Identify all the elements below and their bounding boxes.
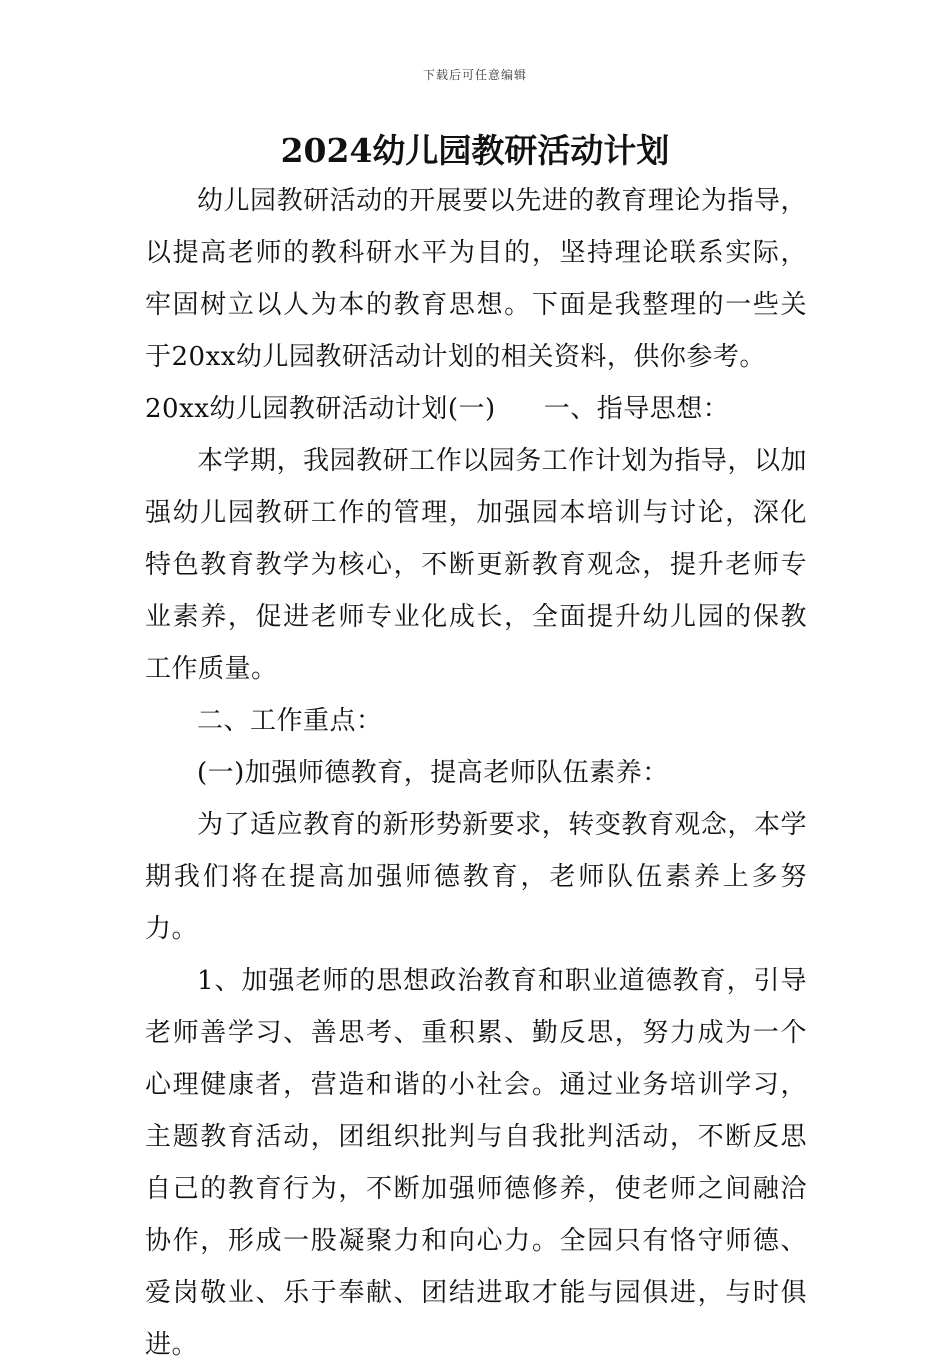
ethics-intro-paragraph: 为了适应教育的新形势新要求，转变教育观念，本学期我们将在提高加强师德教育，老师队伍素养上多努力。 [145, 810, 807, 944]
section-heading-guiding-thought: 一、指导思想： [543, 394, 730, 424]
plan-subheading-line [145, 383, 807, 435]
section-heading-work-focus: 二、工作重点： [197, 706, 383, 736]
ethics-item-1-paragraph: 1、加强老师的思想政治教育和职业道德教育，引导老师善学习、善思考、重积累、勤反思，努力成为一个心理健康者，营造和谐的小社会。通过业务培训学习，主题教育活动，团组织批判与自我批判活动，不断反思自己的教育行为，不断加强师德修养，使老师之间融洽协作，形成一股凝聚力和向心力。全园只有恪守师德、爱岗敬业、乐于奉献、团结进取才能与园俱进，与时俱进。 [145, 966, 807, 1360]
header-note: 下载后可任意编辑 [422, 68, 527, 82]
document-body [145, 175, 807, 1371]
document-title: 2024幼儿园教研活动计划 [280, 131, 670, 170]
plan-subheading: 20xx幼儿园教研活动计划(一) [145, 394, 496, 424]
subsection-heading-ethics: (一)加强师德教育，提高老师队伍素养： [197, 758, 669, 788]
guiding-thought-paragraph: 本学期，我园教研工作以园务工作计划为指导，以加强幼儿园教研工作的管理，加强园本培训与讨论，深化特色教育教学为核心，不断更新教育观念，提升老师专业素养，促进老师专业化成长，全面提升幼儿园的保教工作质量。 [145, 446, 807, 684]
intro-paragraph: 幼儿园教研活动的开展要以先进的教育理论为指导，以提高老师的教科研水平为目的，坚持理论联系实际，牢固树立以人为本的教育思想。下面是我整理的一些关于20xx幼儿园教研活动计划的相关资料，供你参考。 [145, 186, 807, 372]
